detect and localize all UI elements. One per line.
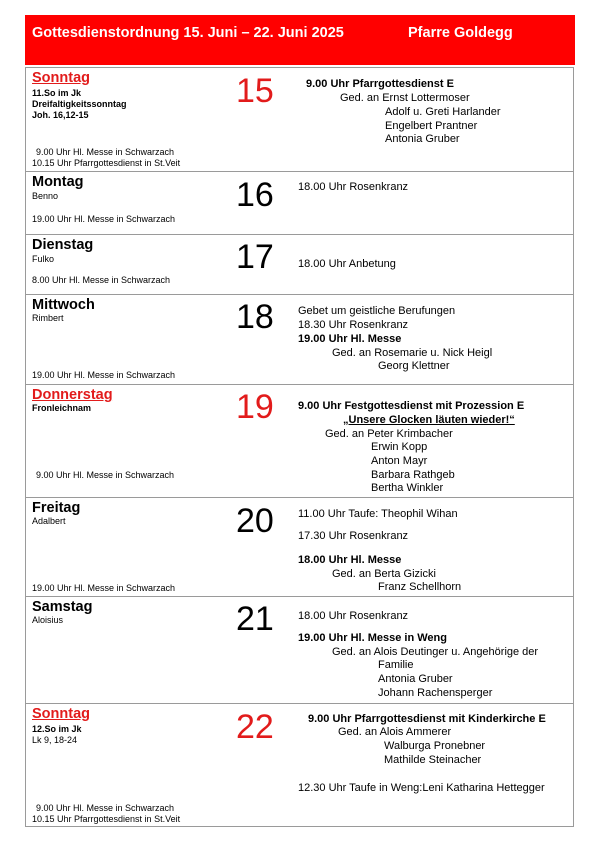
intention-line: Mathilde Steinacher [384, 754, 482, 766]
day-name: Dienstag [32, 237, 94, 253]
day-name: Donnerstag [32, 387, 113, 403]
service-entry: Gebet um geistliche Berufungen [298, 305, 456, 317]
day-row-monday-16 [25, 172, 574, 235]
page-title: Gottesdienstordnung 15. Juni – 22. Juni 2025 [32, 25, 344, 41]
day-name: Montag [32, 174, 84, 190]
gospel-reading: Lk 9, 18-24 [32, 735, 78, 745]
day-row-thursday-19 [25, 385, 574, 498]
intention-line: Ged. an Alois Deutinger u. Angehörige der [332, 646, 539, 658]
saint-name: Adalbert [32, 516, 66, 526]
intention-line: Ged. an Rosemarie u. Nick Heigl [332, 347, 493, 359]
saint-name: Rimbert [32, 313, 64, 323]
day-name: Samstag [32, 599, 93, 615]
nearby-service: 10.15 Uhr Pfarrgottesdienst in St.Veit [32, 814, 181, 824]
day-date: 17 [236, 238, 274, 276]
service-entry: 18.00 Uhr Anbetung [298, 258, 396, 270]
service-entry: 18.30 Uhr Rosenkranz [298, 319, 409, 331]
intention-line: Ged. an Ernst Lottermoser [340, 92, 470, 104]
nearby-service: 10.15 Uhr Pfarrgottesdienst in St.Veit [32, 158, 181, 168]
intention-line: Anton Mayr [371, 455, 428, 467]
service-entry: 19.00 Uhr Hl. Messe [298, 333, 402, 345]
service-entry: 9.00 Uhr Pfarrgottesdienst mit Kinderkirche E [308, 713, 546, 725]
intention-line: Barbara Rathgeb [371, 469, 455, 481]
saint-name: Benno [32, 191, 59, 201]
intention-line: Johann Rachensperger [378, 687, 493, 699]
intention-line: Ged. an Berta Gizicki [332, 568, 436, 580]
day-date: 20 [236, 502, 274, 540]
service-entry: 17.30 Uhr Rosenkranz [298, 530, 409, 542]
nearby-service: 8.00 Uhr Hl. Messe in Schwarzach [32, 275, 171, 285]
intention-line: Walburga Pronebner [384, 740, 486, 752]
nearby-service: 9.00 Uhr Hl. Messe in Schwarzach [36, 470, 175, 480]
parish-name: Pfarre Goldegg [408, 25, 513, 41]
nearby-service: 9.00 Uhr Hl. Messe in Schwarzach [36, 147, 175, 157]
nearby-service: 19.00 Uhr Hl. Messe in Schwarzach [32, 370, 176, 380]
intention-line: Erwin Kopp [371, 441, 428, 453]
gospel-reading: Joh. 16,12-15 [32, 110, 89, 120]
day-date: 15 [236, 72, 274, 110]
intention-line: Ged. an Alois Ammerer [338, 726, 452, 738]
liturgical-week: 11.So im Jk [32, 88, 82, 98]
feast-name: Fronleichnam [32, 403, 92, 413]
day-date: 21 [236, 600, 274, 638]
nearby-service: 19.00 Uhr Hl. Messe in Schwarzach [32, 583, 176, 593]
service-entry: 9.00 Uhr Festgottesdienst mit Prozession E [298, 400, 525, 412]
intention-line: Engelbert Prantner [385, 120, 478, 132]
service-entry: 18.00 Uhr Rosenkranz [298, 610, 409, 622]
day-row-sunday-15 [25, 67, 574, 172]
day-row-saturday-21 [25, 597, 574, 704]
day-name: Sonntag [32, 706, 90, 722]
saint-name: Fulko [32, 254, 55, 264]
day-row-sunday-22 [25, 704, 574, 827]
service-entry: 19.00 Uhr Hl. Messe in Weng [298, 632, 447, 644]
day-row-friday-20 [25, 498, 574, 597]
header-bar [25, 15, 575, 65]
announcement: „Unsere Glocken läuten wieder!“ [343, 414, 515, 426]
day-date: 18 [236, 298, 274, 336]
intention-line: Antonia Gruber [385, 133, 460, 145]
intention-line: Adolf u. Greti Harlander [385, 106, 501, 118]
service-entry: 12.30 Uhr Taufe in Weng:Leni Katharina Hettegger [298, 782, 545, 794]
liturgical-week: 12.So im Jk [32, 724, 82, 734]
day-row-wednesday-18 [25, 295, 574, 385]
day-date: 22 [236, 708, 274, 746]
nearby-service: 19.00 Uhr Hl. Messe in Schwarzach [32, 214, 176, 224]
service-entry: 18.00 Uhr Hl. Messe [298, 554, 402, 566]
intention-line: Georg Klettner [378, 360, 450, 372]
intention-line: Bertha Winkler [371, 482, 444, 494]
intention-line: Antonia Gruber [378, 673, 453, 685]
intention-line: Franz Schellhorn [378, 581, 462, 593]
service-entry: 18.00 Uhr Rosenkranz [298, 181, 409, 193]
feast-name: Dreifaltigkeitssonntag [32, 99, 127, 109]
nearby-service: 9.00 Uhr Hl. Messe in Schwarzach [36, 803, 175, 813]
day-name: Sonntag [32, 70, 90, 86]
day-name: Mittwoch [32, 297, 95, 313]
service-entry: 11.00 Uhr Taufe: Theophil Wihan [298, 508, 458, 520]
day-name: Freitag [32, 500, 81, 516]
intention-line: Familie [378, 659, 414, 671]
day-date: 16 [236, 176, 274, 214]
day-date: 19 [236, 388, 274, 426]
intention-line: Ged. an Peter Krimbacher [325, 428, 453, 440]
day-row-tuesday-17 [25, 235, 574, 295]
saint-name: Aloisius [32, 615, 64, 625]
service-entry: 9.00 Uhr Pfarrgottesdienst E [306, 78, 454, 90]
